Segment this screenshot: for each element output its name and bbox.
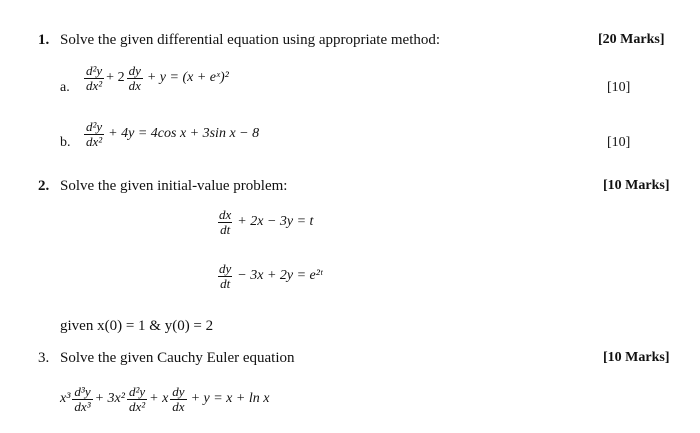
part-a-marks: [10]	[607, 80, 631, 95]
question-2-text: Solve the given initial-value problem:	[60, 178, 288, 194]
system-equation-2: $\frac{dy}{dt}$ − 3x + 2y = e²ᵗ	[219, 261, 323, 291]
fraction: $\frac{\text{d²y}}{\text{dx²}}$	[128, 384, 146, 414]
question-1-text: Solve the given differential equation using appropriate method:	[60, 32, 441, 48]
fraction: $\frac{dy}{dt}$	[219, 261, 232, 291]
part-b-label: b.	[60, 135, 71, 150]
cauchy-euler-equation: x³ $\frac{\text{d³y}}{\text{dx³}}$ + 3x² $\frac{\text{d²y}}{\text{dx²}}$ + x $\frac{dy}{dx}$ + y = x + ln x	[60, 384, 270, 414]
fraction: $\frac{\text{d³y}}{\text{dx³}}$	[74, 384, 91, 414]
question-3-marks: [10 Marks]	[603, 350, 670, 365]
question-3-text: Solve the given Cauchy Euler equation	[60, 350, 295, 366]
fraction: $\frac{dy}{dx}$	[128, 63, 141, 93]
fraction: $\frac{dy}{dx}$	[172, 384, 185, 414]
fraction: $\frac{\text{d²y}}{\text{dx²}}$	[86, 63, 103, 93]
part-a-equation: $\frac{\text{d²y}}{\text{dx²}}$ + 2 $\frac{dy}{dx}$ + y = (x + eˣ)²	[86, 63, 229, 93]
fraction: $\frac{\text{d²y}}{\text{dx²}}$	[86, 119, 103, 149]
question-2-marks: [10 Marks]	[603, 178, 670, 193]
question-1-marks: [20 Marks]	[598, 32, 665, 47]
part-b-marks: [10]	[607, 135, 631, 150]
fraction: $\frac{dx}{dt}$	[219, 207, 232, 237]
question-1-number: 1.	[38, 32, 50, 48]
question-3-number: 3.	[38, 350, 50, 366]
part-b-equation: $\frac{\text{d²y}}{\text{dx²}}$ + 4y = 4cos x + 3sin x − 8	[86, 119, 260, 149]
system-equation-1: $\frac{dx}{dt}$ + 2x − 3y = t	[219, 207, 314, 237]
part-a-label: a.	[60, 80, 70, 95]
question-2-number: 2.	[38, 178, 50, 194]
initial-conditions: given x(0) = 1 & y(0) = 2	[60, 318, 214, 334]
